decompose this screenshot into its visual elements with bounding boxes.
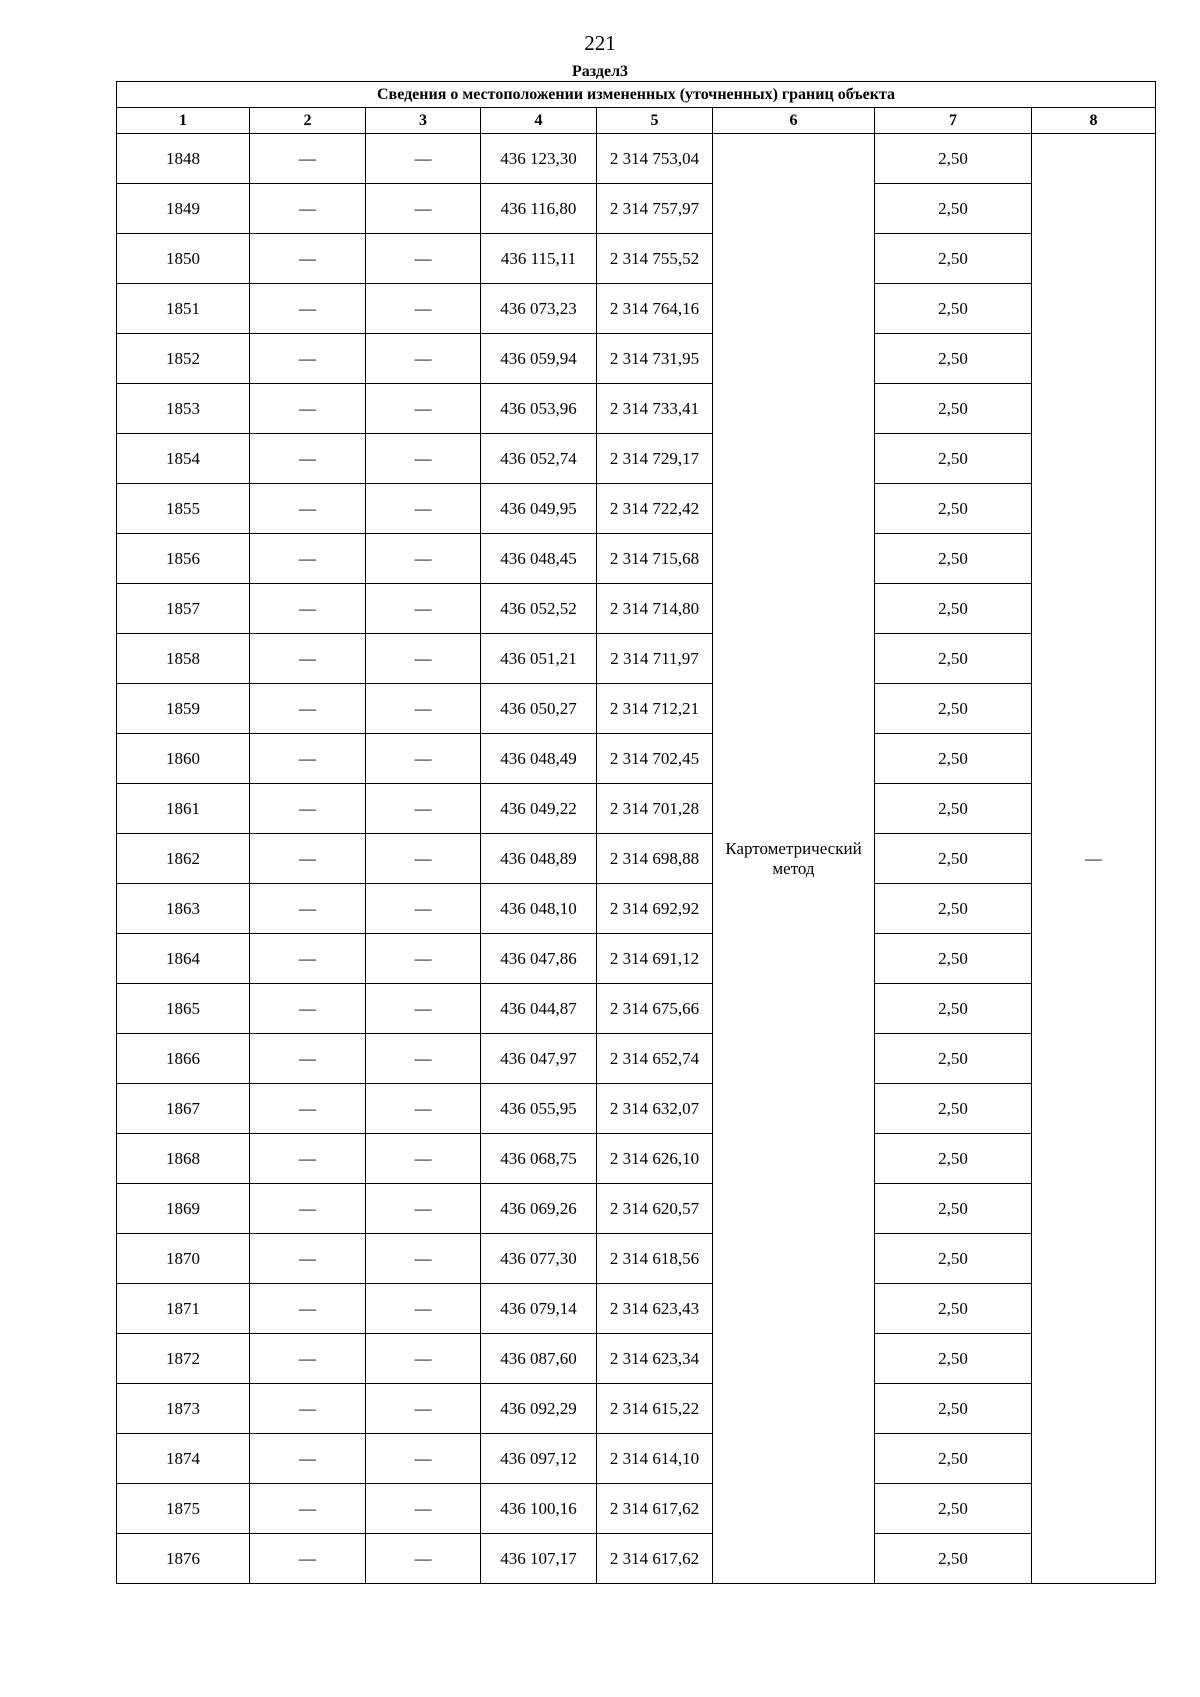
column-3-cell: — (366, 1134, 481, 1184)
x-coordinate-cell: 436 115,11 (481, 234, 597, 284)
point-number-cell: 1875 (117, 1484, 250, 1534)
table-caption: Сведения о местоположении измененных (уточненных) границ объекта (117, 82, 1156, 108)
accuracy-cell: 2,50 (875, 384, 1032, 434)
x-coordinate-cell: 436 123,30 (481, 134, 597, 184)
accuracy-cell: 2,50 (875, 284, 1032, 334)
column-3-cell: — (366, 1084, 481, 1134)
point-number-cell: 1867 (117, 1084, 250, 1134)
table-row (117, 434, 1156, 484)
column-2-cell: — (250, 1034, 366, 1084)
x-coordinate-cell: 436 048,89 (481, 834, 597, 884)
x-coordinate-cell: 436 059,94 (481, 334, 597, 384)
accuracy-cell: 2,50 (875, 984, 1032, 1034)
column-2-cell: — (250, 884, 366, 934)
point-number-cell: 1858 (117, 634, 250, 684)
accuracy-cell: 2,50 (875, 1084, 1032, 1134)
y-coordinate-cell: 2 314 618,56 (597, 1234, 713, 1284)
point-number-cell: 1869 (117, 1184, 250, 1234)
x-coordinate-cell: 436 087,60 (481, 1334, 597, 1384)
point-number-cell: 1874 (117, 1434, 250, 1484)
column-number-4: 4 (481, 108, 597, 134)
column-3-cell: — (366, 1284, 481, 1334)
accuracy-cell: 2,50 (875, 1034, 1032, 1084)
column-2-cell: — (250, 434, 366, 484)
table-row (117, 534, 1156, 584)
accuracy-cell: 2,50 (875, 784, 1032, 834)
column-3-cell: — (366, 934, 481, 984)
table-row (117, 634, 1156, 684)
y-coordinate-cell: 2 314 691,12 (597, 934, 713, 984)
y-coordinate-cell: 2 314 626,10 (597, 1134, 713, 1184)
column-number-3: 3 (366, 108, 481, 134)
x-coordinate-cell: 436 048,45 (481, 534, 597, 584)
point-number-cell: 1856 (117, 534, 250, 584)
y-coordinate-cell: 2 314 617,62 (597, 1484, 713, 1534)
column-number-2: 2 (250, 108, 366, 134)
column-2-cell: — (250, 1534, 366, 1584)
column-number-row (117, 108, 1156, 134)
accuracy-cell: 2,50 (875, 234, 1032, 284)
table-row (117, 734, 1156, 784)
page-number: 221 (584, 31, 616, 55)
table-row (117, 884, 1156, 934)
point-number-cell: 1853 (117, 384, 250, 434)
y-coordinate-cell: 2 314 722,42 (597, 484, 713, 534)
column-2-cell: — (250, 834, 366, 884)
y-coordinate-cell: 2 314 755,52 (597, 234, 713, 284)
y-coordinate-cell: 2 314 712,21 (597, 684, 713, 734)
x-coordinate-cell: 436 052,74 (481, 434, 597, 484)
column-3-cell: — (366, 734, 481, 784)
y-coordinate-cell: 2 314 623,43 (597, 1284, 713, 1334)
column-2-cell: — (250, 1234, 366, 1284)
column-3-cell: — (366, 884, 481, 934)
y-coordinate-cell: 2 314 714,80 (597, 584, 713, 634)
column-number-8: 8 (1032, 108, 1156, 134)
y-coordinate-cell: 2 314 623,34 (597, 1334, 713, 1384)
table-row (117, 1134, 1156, 1184)
table-row (117, 334, 1156, 384)
x-coordinate-cell: 436 107,17 (481, 1534, 597, 1584)
accuracy-cell: 2,50 (875, 684, 1032, 734)
column-3-cell: — (366, 284, 481, 334)
table-row (117, 834, 1156, 884)
column-2-cell: — (250, 534, 366, 584)
column-2-cell: — (250, 484, 366, 534)
boundary-coordinates-table (116, 81, 1156, 1584)
point-number-cell: 1851 (117, 284, 250, 334)
x-coordinate-cell: 436 097,12 (481, 1434, 597, 1484)
column-2-cell: — (250, 684, 366, 734)
y-coordinate-cell: 2 314 757,97 (597, 184, 713, 234)
table-row (117, 984, 1156, 1034)
column-2-cell: — (250, 1484, 366, 1534)
column-3-cell: — (366, 1384, 481, 1434)
column-2-cell: — (250, 984, 366, 1034)
x-coordinate-cell: 436 073,23 (481, 284, 597, 334)
x-coordinate-cell: 436 077,30 (481, 1234, 597, 1284)
column-3-cell: — (366, 484, 481, 534)
point-number-cell: 1859 (117, 684, 250, 734)
column-3-cell: — (366, 134, 481, 184)
accuracy-cell: 2,50 (875, 1234, 1032, 1284)
point-number-cell: 1866 (117, 1034, 250, 1084)
column-3-cell: — (366, 634, 481, 684)
y-coordinate-cell: 2 314 632,07 (597, 1084, 713, 1134)
accuracy-cell: 2,50 (875, 534, 1032, 584)
point-number-cell: 1873 (117, 1384, 250, 1434)
column-number-5: 5 (597, 108, 713, 134)
x-coordinate-cell: 436 116,80 (481, 184, 597, 234)
column-2-cell: — (250, 1184, 366, 1234)
point-number-cell: 1868 (117, 1134, 250, 1184)
accuracy-cell: 2,50 (875, 934, 1032, 984)
point-number-cell: 1876 (117, 1534, 250, 1584)
accuracy-cell: 2,50 (875, 584, 1032, 634)
column-3-cell: — (366, 434, 481, 484)
column-3-cell: — (366, 834, 481, 884)
x-coordinate-cell: 436 049,22 (481, 784, 597, 834)
accuracy-cell: 2,50 (875, 334, 1032, 384)
accuracy-cell: 2,50 (875, 1484, 1032, 1534)
y-coordinate-cell: 2 314 733,41 (597, 384, 713, 434)
table-row (117, 1034, 1156, 1084)
column-3-cell: — (366, 1184, 481, 1234)
column-2-cell: — (250, 934, 366, 984)
table-caption-row (117, 82, 1156, 108)
point-number-cell: 1872 (117, 1334, 250, 1384)
column-3-cell: — (366, 1534, 481, 1584)
column-2-cell: — (250, 784, 366, 834)
table-body (117, 134, 1156, 1584)
accuracy-cell: 2,50 (875, 634, 1032, 684)
x-coordinate-cell: 436 049,95 (481, 484, 597, 534)
column-2-cell: — (250, 234, 366, 284)
column-3-cell: — (366, 1334, 481, 1384)
column-3-cell: — (366, 584, 481, 634)
column-number-6: 6 (713, 108, 875, 134)
table-row (117, 1434, 1156, 1484)
column-2-cell: — (250, 184, 366, 234)
method-cell: Картометрический метод (713, 134, 875, 1584)
column-3-cell: — (366, 334, 481, 384)
accuracy-cell: 2,50 (875, 1384, 1032, 1434)
y-coordinate-cell: 2 314 614,10 (597, 1434, 713, 1484)
table-row (117, 1484, 1156, 1534)
point-number-cell: 1854 (117, 434, 250, 484)
y-coordinate-cell: 2 314 701,28 (597, 784, 713, 834)
column-2-cell: — (250, 1384, 366, 1434)
accuracy-cell: 2,50 (875, 884, 1032, 934)
column-8-cell: — (1032, 134, 1156, 1584)
x-coordinate-cell: 436 069,26 (481, 1184, 597, 1234)
table-row (117, 1334, 1156, 1384)
column-3-cell: — (366, 1234, 481, 1284)
x-coordinate-cell: 436 100,16 (481, 1484, 597, 1534)
y-coordinate-cell: 2 314 764,16 (597, 284, 713, 334)
y-coordinate-cell: 2 314 715,68 (597, 534, 713, 584)
column-2-cell: — (250, 634, 366, 684)
table-row (117, 684, 1156, 734)
column-3-cell: — (366, 984, 481, 1034)
column-3-cell: — (366, 1434, 481, 1484)
y-coordinate-cell: 2 314 692,92 (597, 884, 713, 934)
point-number-cell: 1850 (117, 234, 250, 284)
section-title: Раздел3 (571, 63, 629, 80)
point-number-cell: 1870 (117, 1234, 250, 1284)
column-2-cell: — (250, 284, 366, 334)
y-coordinate-cell: 2 314 753,04 (597, 134, 713, 184)
column-2-cell: — (250, 384, 366, 434)
y-coordinate-cell: 2 314 675,66 (597, 984, 713, 1034)
table-row (117, 784, 1156, 834)
y-coordinate-cell: 2 314 615,22 (597, 1384, 713, 1434)
point-number-cell: 1871 (117, 1284, 250, 1334)
point-number-cell: 1855 (117, 484, 250, 534)
column-number-1: 1 (117, 108, 250, 134)
x-coordinate-cell: 436 047,97 (481, 1034, 597, 1084)
column-3-cell: — (366, 684, 481, 734)
column-3-cell: — (366, 1034, 481, 1084)
accuracy-cell: 2,50 (875, 1284, 1032, 1334)
column-3-cell: — (366, 534, 481, 584)
y-coordinate-cell: 2 314 652,74 (597, 1034, 713, 1084)
column-2-cell: — (250, 1334, 366, 1384)
table-row (117, 184, 1156, 234)
table-row (117, 484, 1156, 534)
point-number-cell: 1862 (117, 834, 250, 884)
column-2-cell: — (250, 334, 366, 384)
x-coordinate-cell: 436 044,87 (481, 984, 597, 1034)
y-coordinate-cell: 2 314 711,97 (597, 634, 713, 684)
table-row (117, 1084, 1156, 1134)
y-coordinate-cell: 2 314 731,95 (597, 334, 713, 384)
column-3-cell: — (366, 384, 481, 434)
table-row (117, 134, 1156, 184)
point-number-cell: 1865 (117, 984, 250, 1034)
x-coordinate-cell: 436 048,49 (481, 734, 597, 784)
table-row (117, 234, 1156, 284)
accuracy-cell: 2,50 (875, 1434, 1032, 1484)
point-number-cell: 1848 (117, 134, 250, 184)
accuracy-cell: 2,50 (875, 1334, 1032, 1384)
column-2-cell: — (250, 584, 366, 634)
column-3-cell: — (366, 784, 481, 834)
column-3-cell: — (366, 184, 481, 234)
point-number-cell: 1849 (117, 184, 250, 234)
column-2-cell: — (250, 734, 366, 784)
table-row (117, 934, 1156, 984)
table-row (117, 1534, 1156, 1584)
y-coordinate-cell: 2 314 698,88 (597, 834, 713, 884)
y-coordinate-cell: 2 314 729,17 (597, 434, 713, 484)
accuracy-cell: 2,50 (875, 134, 1032, 184)
point-number-cell: 1864 (117, 934, 250, 984)
point-number-cell: 1863 (117, 884, 250, 934)
x-coordinate-cell: 436 079,14 (481, 1284, 597, 1334)
table-row (117, 1384, 1156, 1434)
point-number-cell: 1860 (117, 734, 250, 784)
column-3-cell: — (366, 1484, 481, 1534)
x-coordinate-cell: 436 068,75 (481, 1134, 597, 1184)
x-coordinate-cell: 436 055,95 (481, 1084, 597, 1134)
accuracy-cell: 2,50 (875, 834, 1032, 884)
table-row (117, 1234, 1156, 1284)
table-row (117, 384, 1156, 434)
table-row (117, 284, 1156, 334)
table-row (117, 584, 1156, 634)
accuracy-cell: 2,50 (875, 1134, 1032, 1184)
x-coordinate-cell: 436 053,96 (481, 384, 597, 434)
y-coordinate-cell: 2 314 620,57 (597, 1184, 713, 1234)
x-coordinate-cell: 436 052,52 (481, 584, 597, 634)
accuracy-cell: 2,50 (875, 1534, 1032, 1584)
point-number-cell: 1861 (117, 784, 250, 834)
x-coordinate-cell: 436 050,27 (481, 684, 597, 734)
column-2-cell: — (250, 1134, 366, 1184)
accuracy-cell: 2,50 (875, 1184, 1032, 1234)
x-coordinate-cell: 436 047,86 (481, 934, 597, 984)
table-row (117, 1284, 1156, 1334)
column-number-7: 7 (875, 108, 1032, 134)
column-3-cell: — (366, 234, 481, 284)
y-coordinate-cell: 2 314 702,45 (597, 734, 713, 784)
accuracy-cell: 2,50 (875, 184, 1032, 234)
accuracy-cell: 2,50 (875, 484, 1032, 534)
x-coordinate-cell: 436 092,29 (481, 1384, 597, 1434)
y-coordinate-cell: 2 314 617,62 (597, 1534, 713, 1584)
column-2-cell: — (250, 1434, 366, 1484)
accuracy-cell: 2,50 (875, 734, 1032, 784)
accuracy-cell: 2,50 (875, 434, 1032, 484)
point-number-cell: 1852 (117, 334, 250, 384)
x-coordinate-cell: 436 048,10 (481, 884, 597, 934)
column-2-cell: — (250, 134, 366, 184)
table-row (117, 1184, 1156, 1234)
column-2-cell: — (250, 1284, 366, 1334)
point-number-cell: 1857 (117, 584, 250, 634)
column-2-cell: — (250, 1084, 366, 1134)
x-coordinate-cell: 436 051,21 (481, 634, 597, 684)
